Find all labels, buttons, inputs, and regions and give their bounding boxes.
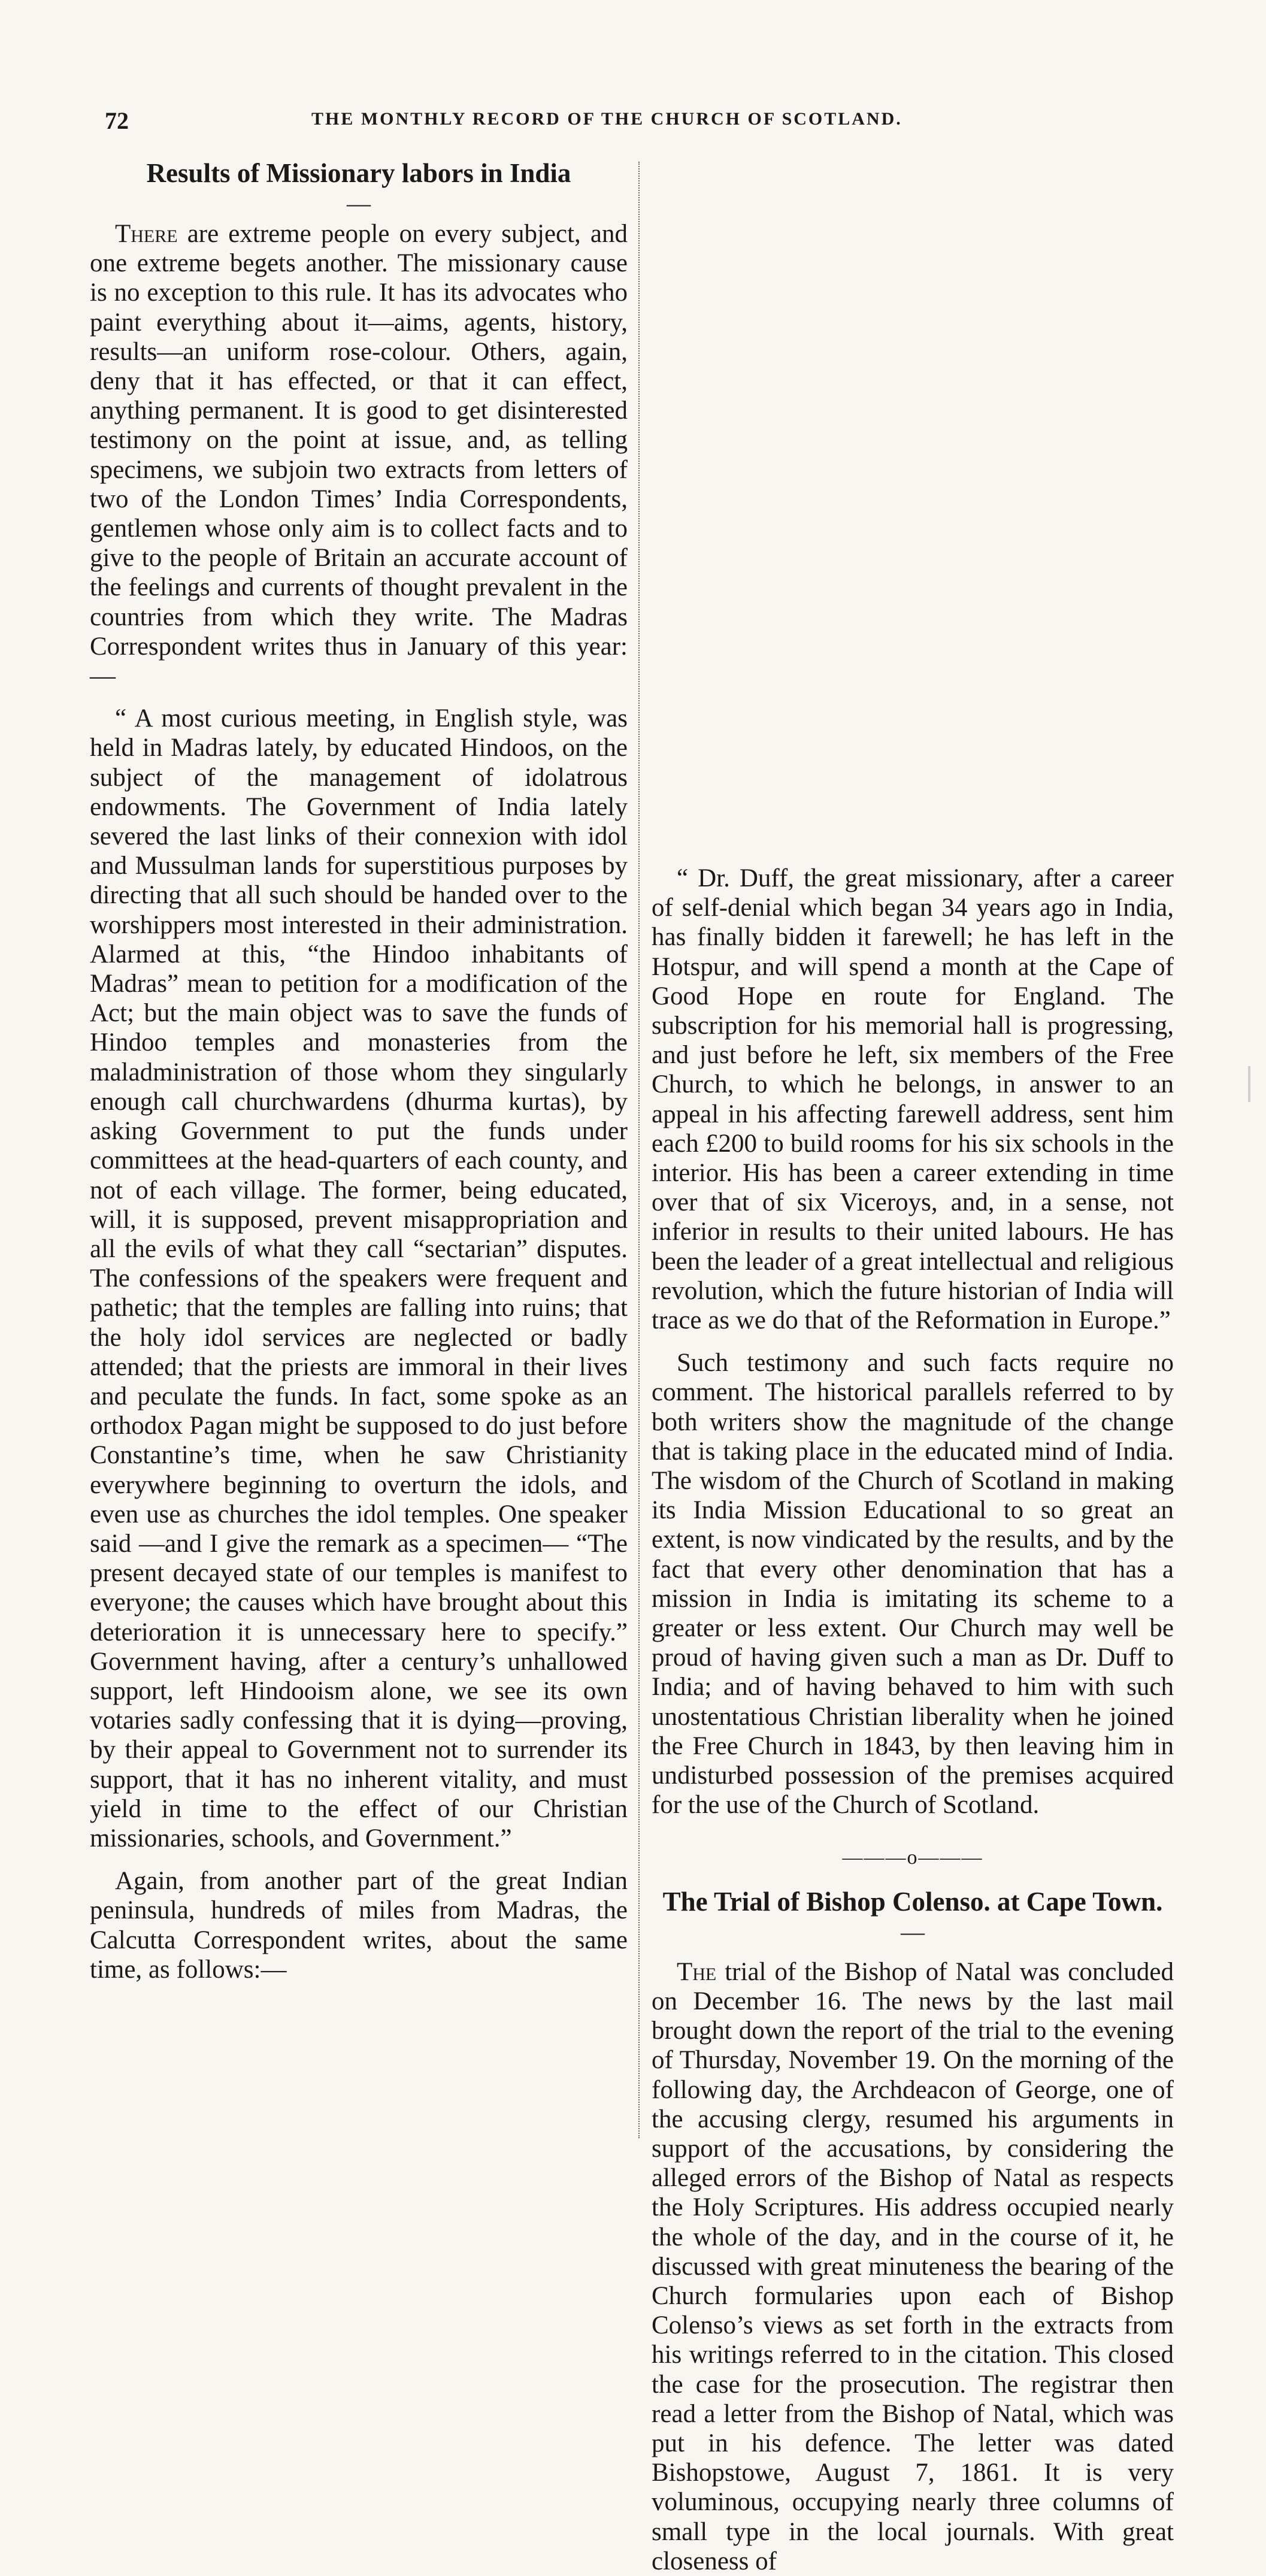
article1-paragraph-1-text: are extreme people on every subject, and one extreme begets another. The missionary cause is no exception to this rule. It has its advocates who paint everything about it—aims, agents, history, results—an uniform rose-colour. Others, again, deny that it has effected, or that it can effect, anything permanent. It is good to get disinterested testimony on the point at issue, and, as telling specimens, we subjoin two extracts from letters of two of the London Times’ India Correspondents, gentlemen whose only aim is to collect facts and to give to the people of Britain an accurate account of the feelings and currents of thought prevalent in the countries from which they write. The Madras Correspondent writes thus in January of this year:— — [90, 220, 628, 691]
article1-paragraph-5: Such testimony and such facts require no comment. The historical parallels referred to by both writers show the magnitude of the change that is taking place in the educated mind of India. The wisdom of the Church of Scotland in making its India Mission Educational to so great an extent, is now vindicated by the results, and by the fact that every other denomination that has a mission in India is imitating its scheme to a greater or less extent. Our Church may well be proud of having given such a man as Dr. Duff to India; and of having behaved to him with such unostentatious Christian liberality when he joined the Free Church in 1843, by then leaving him in undisturbed possession of the premises acquired for the use of the Church of Scotland. — [652, 1349, 1174, 1820]
scan-mark — [1248, 1066, 1250, 1102]
article1-paragraph-2: “ A most curious meeting, in English style, was held in Madras lately, by educated Hindoos, on the subject of the management of idolatrous endowments. The Government of India lately severed the last links of their connexion with idol and Mussulman lands for superstitious purposes by directing that all such should be handed over to the worshippers most interested in their administration. Alarmed at this, “the Hindoo inhabitants of Madras” mean to petition for a modification of the Act; but the main object was to save the funds of Hindoo temples and monasteries from the maladministration of those whom they singularly enough call churchwardens (dhurma kurtas), by asking Government to put the funds under committees at the head-quarters of each county, and not of each village. The former, being educated, will, it is supposed, prevent misappropriation and all the evils of what they call “sectarian” disputes. The confessions of the speakers were frequent and pathetic; that the temples are falling into ruins; that the holy idol services are neglected or badly attended; that the priests are immoral in their lives and peculate the funds. In fact, some spoke as an orthodox Pagan might be supposed to do just before Constantine’s time, when he saw Christianity everywhere beginning to overturn the idols, and even use as churches the idol temples. One speaker said —and I give the remark as a specimen— “The present decayed state of our temples is manifest to everyone; the causes which have brought about this deterioration it is unnecessary here to specify.” Government having, after a century’s unhallowed support, left Hindooism alone, we see its own votaries sadly confessing that it is dying—proving, by their appeal to Government not to surrender its support, that it has no inherent vitality, and must yield in time to the effect of our Christian missionaries, schools, and Government.” — [90, 704, 628, 1852]
article1-lead-word: There — [115, 220, 178, 248]
article1-paragraph-3: Again, from another part of the great Indian peninsula, hundreds of miles from Madras, the Calcutta Correspondent writes, about the same time, as follows:— — [90, 1867, 628, 1984]
left-column — [90, 157, 628, 1984]
page-number: 72 — [105, 107, 129, 134]
article2-title: The Trial of Bishop Colenso. at Cape Town. — [662, 1886, 1163, 1917]
article1-paragraph-4: “ Dr. Duff, the great missionary, after a career of self-denial which began 34 years ago in India, has finally bidden it farewell; he has left in the Hotspur, and will spend a month at the Cape of Good Hope en route for England. The subscription for his memorial hall is progressing, and just before he left, six members of the Free Church, to which he belongs, in answer to an appeal in his affecting farewell address, sent him each £200 to build rooms for his six schools in the interior. His has been a career extending in time over that of six Viceroys, and, in a sense, not inferior in results to their united labours. He has been the leader of a great intellectual and religious revolution, which the future historian of India will trace as we do that of the Reformation in Europe.” — [652, 864, 1174, 1335]
article1-title-dash: — — [347, 190, 371, 217]
article2-title-dash: — — [901, 1918, 925, 1945]
column-divider — [638, 162, 640, 2138]
article1-title: Results of Missionary labors in India — [146, 158, 571, 188]
article2-paragraph-1 — [652, 1957, 1174, 2576]
running-head: THE MONTHLY RECORD OF THE CHURCH OF SCOTLAND. — [311, 109, 902, 129]
right-column — [652, 157, 1174, 2576]
article2-lead-word: The — [677, 1957, 717, 1986]
article2-paragraph-1-text: trial of the Bishop of Natal was concluded on December 16. The news by the last mail brought down the report of the trial to the evening of Thursday, November 19. On the morning of the following day, the Archdeacon of George, one of the accusing clergy, resumed his arguments in support of the accusations, by considering the alleged errors of the Bishop of Natal as respects the Holy Scriptures. His address occupied nearly the whole of the day, and in the course of it, he discussed with great minuteness the bearing of the Church formularies upon each of Bishop Colenso’s views as set forth in the extracts from his writings referred to in the citation. This closed the case for the prosecution. The registrar then read a letter from the Bishop of Natal, which was put in his defence. The letter was dated Bishopstowe, August 7, 1861. It is very voluminous, occupying nearly three columns of small type in the local journals. With great closeness of — [652, 1957, 1174, 2575]
section-separator: ———o——— — [842, 1846, 983, 1869]
article1-paragraph-1 — [90, 219, 628, 691]
